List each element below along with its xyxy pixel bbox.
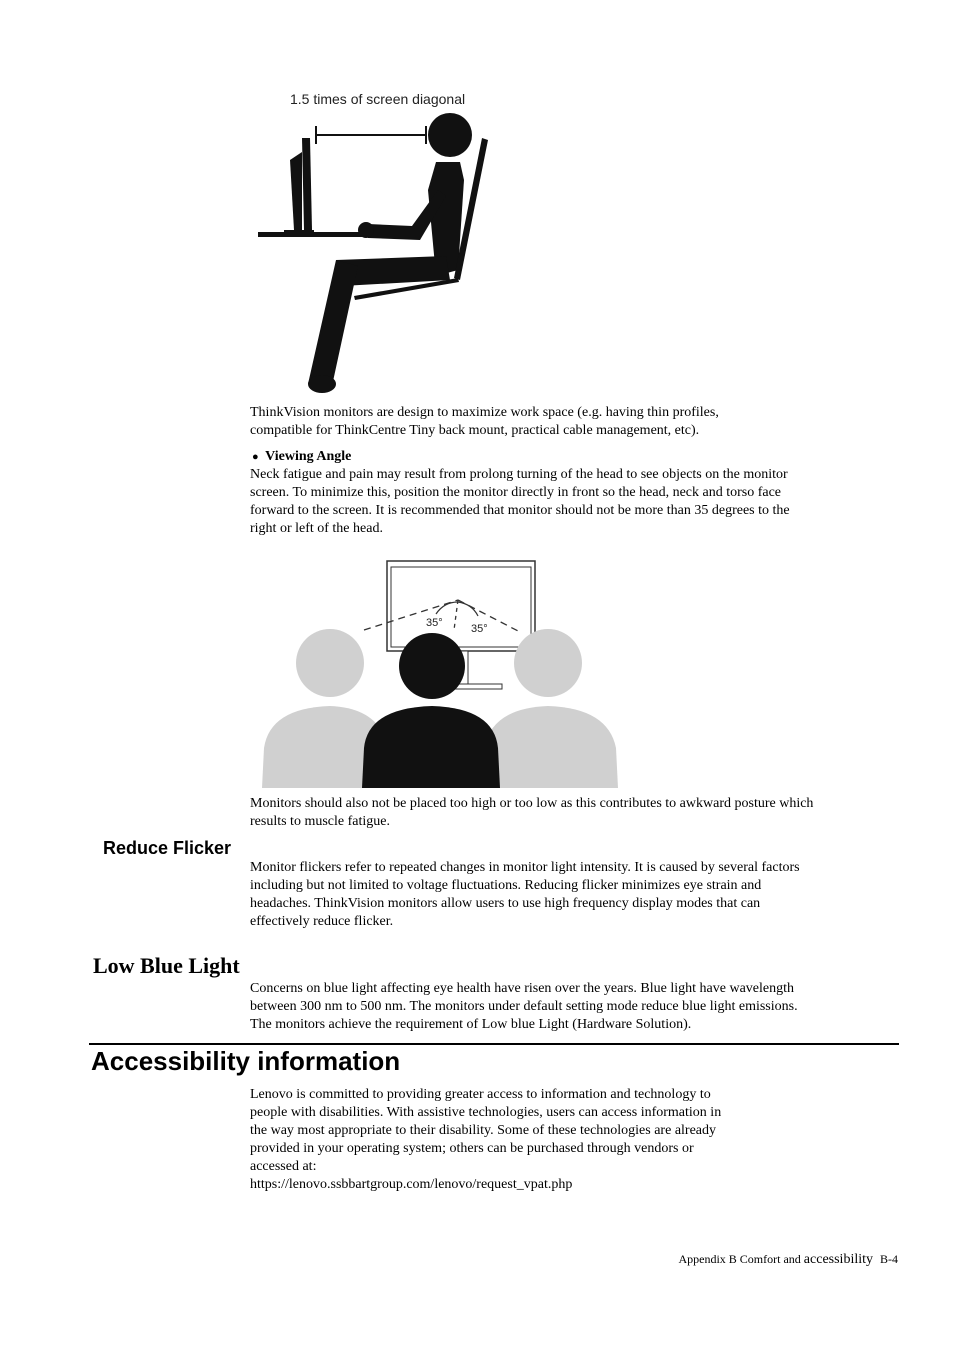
paragraph-line: accessed at: <box>250 1159 317 1174</box>
angle-right-label: 35° <box>471 623 488 635</box>
paragraph-line: provided in your operating system; others can be purchased through vendors or <box>250 1141 694 1156</box>
paragraph-line: Monitor flickers refer to repeated changes in monitor light intensity. It is caused by several factors <box>250 860 800 875</box>
viewing-angle-figure <box>258 558 623 793</box>
section-rule <box>89 1043 899 1045</box>
monitor-height-paragraph <box>250 795 900 831</box>
vpat-url: https://lenovo.ssbbartgroup.com/lenovo/request_vpat.php <box>250 1177 573 1192</box>
accessibility-heading: Accessibility information <box>91 1046 401 1076</box>
viewing-angle-heading <box>250 448 900 466</box>
page-footer <box>678 1252 898 1268</box>
thinkvision-paragraph <box>250 404 900 440</box>
paragraph-line: The monitors achieve the requirement of Low blue Light (Hardware Solution). <box>250 1017 692 1032</box>
footer-text: Appendix B Comfort and <box>678 1252 804 1266</box>
viewing-angle-title: Viewing Angle <box>265 449 352 464</box>
paragraph-line: ThinkVision monitors are design to maximize work space (e.g. having thin profiles, <box>250 405 719 420</box>
page-number: B-4 <box>880 1252 898 1266</box>
paragraph-line: effectively reduce flicker. <box>250 914 394 929</box>
distance-label: 1.5 times of screen diagonal <box>290 91 466 107</box>
paragraph-line: Concerns on blue light affecting eye health have risen over the years. Blue light have wavelength <box>250 981 795 996</box>
accessibility-paragraph <box>250 1086 900 1194</box>
paragraph-line: Lenovo is committed to providing greater access to information and technology to <box>250 1087 711 1102</box>
paragraph-line: screen. To minimize this, position the monitor directly in front so the head, neck and torso face <box>250 485 782 500</box>
footer-text-emph: accessibility <box>803 1252 873 1267</box>
paragraph-line: results to muscle fatigue. <box>250 814 390 829</box>
paragraph-line: between 300 nm to 500 nm. The monitors under default setting mode reduce blue light emissions. <box>250 999 798 1014</box>
paragraph-line: right or left of the head. <box>250 521 383 536</box>
bullet-icon: ● <box>252 451 259 463</box>
paragraph-line: people with disabilities. With assistive technologies, users can access information in <box>250 1105 722 1120</box>
low-blue-light-paragraph <box>250 980 900 1034</box>
angle-left-label: 35° <box>426 617 443 629</box>
low-blue-light-heading: Low Blue Light <box>93 953 240 978</box>
reduce-flicker-heading: Reduce Flicker <box>103 838 232 858</box>
paragraph-line: including but not limited to voltage fluctuations. Reducing flicker minimizes eye strain and <box>250 878 762 893</box>
paragraph-line: the way most appropriate to their disability. Some of these technologies are already <box>250 1123 717 1138</box>
reduce-flicker-paragraph <box>250 859 900 931</box>
viewing-angle-section <box>250 448 900 538</box>
paragraph-line: Monitors should also not be placed too high or too low as this contributes to awkward posture which <box>250 796 814 811</box>
paragraph-line: forward to the screen. It is recommended that monitor should not be more than 35 degrees to the <box>250 503 790 518</box>
paragraph-line: headaches. ThinkVision monitors allow users to use high frequency display modes that can <box>250 896 761 911</box>
paragraph-line: Neck fatigue and pain may result from prolong turning of the head to see objects on the monitor <box>250 467 788 482</box>
seated-posture-figure <box>250 80 510 395</box>
paragraph-line: compatible for ThinkCentre Tiny back mount, practical cable management, etc). <box>250 423 700 438</box>
